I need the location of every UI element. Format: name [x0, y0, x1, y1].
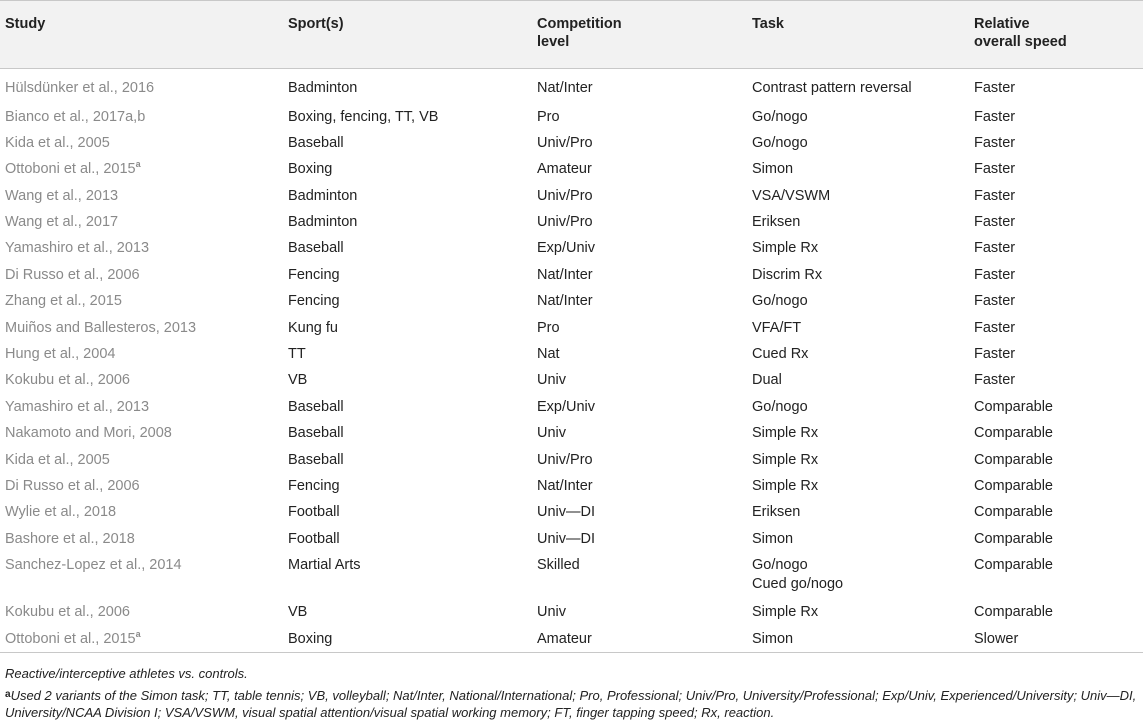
- study-cell: [0, 103, 283, 129]
- speed-cell: [969, 103, 1143, 129]
- table-row: [0, 625, 1143, 653]
- table-row: [0, 598, 1143, 624]
- sport-cell-text: Boxing: [288, 161, 333, 178]
- speed-cell-text: Faster: [974, 346, 1016, 363]
- level-cell: [532, 155, 747, 181]
- study-cell-text: Yamashiro et al., 2013: [5, 398, 150, 415]
- header-level-line2: level: [537, 34, 570, 50]
- task-cell-text: Simple Rx: [752, 451, 819, 468]
- level-cell: [532, 261, 747, 287]
- sport-cell-text: Fencing: [288, 477, 340, 494]
- task-cell: [747, 366, 969, 392]
- task-cell-text: Eriksen: [752, 214, 801, 231]
- task-cell-text: Simon: [752, 161, 794, 178]
- sport-cell-text: Baseball: [288, 240, 344, 257]
- task-cell: [747, 525, 969, 551]
- task-cell: [747, 129, 969, 155]
- table-row: [0, 472, 1143, 498]
- speed-cell-text: Faster: [974, 80, 1016, 96]
- study-cell-text: Kokubu et al., 2006: [5, 604, 130, 621]
- sport-cell: [283, 625, 532, 653]
- speed-cell-text: Comparable: [974, 451, 1053, 468]
- level-cell-text: Nat/Inter: [537, 293, 593, 310]
- sport-cell-text: Badminton: [288, 80, 358, 96]
- study-cell-text: Zhang et al., 2015: [5, 293, 122, 310]
- sport-cell-text: Kung fu: [288, 319, 338, 336]
- table-row: [0, 446, 1143, 472]
- sport-cell: [283, 103, 532, 129]
- task-cell: [747, 314, 969, 340]
- sport-cell-text: Baseball: [288, 398, 344, 415]
- level-cell: [532, 393, 747, 419]
- level-cell-text: Univ/Pro: [537, 214, 593, 231]
- speed-cell-text: Comparable: [974, 504, 1053, 521]
- table-row: [0, 129, 1143, 155]
- speed-cell: [969, 261, 1143, 287]
- task-cell-text: Cued Rx: [752, 346, 809, 363]
- task-cell: [747, 69, 969, 103]
- sport-cell: [283, 498, 532, 524]
- speed-cell-text: Faster: [974, 293, 1016, 310]
- level-cell: [532, 498, 747, 524]
- sport-cell: [283, 340, 532, 366]
- table-row: [0, 208, 1143, 234]
- level-cell: [532, 446, 747, 472]
- sport-cell: [283, 366, 532, 392]
- level-cell-text: Pro: [537, 319, 560, 336]
- sport-cell-text: Martial Arts: [288, 557, 361, 574]
- sport-cell: [283, 393, 532, 419]
- task-cell: [747, 234, 969, 260]
- level-cell-text: Univ/Pro: [537, 187, 593, 204]
- study-cell-text: Di Russo et al., 2006: [5, 266, 140, 283]
- study-cell: [0, 598, 283, 624]
- sport-cell-text: Football: [288, 504, 340, 521]
- task-cell-text: Dual: [752, 372, 782, 389]
- header-relative-speed: [969, 1, 1143, 69]
- study-cell-text: Kokubu et al., 2006: [5, 372, 130, 389]
- speed-cell: [969, 340, 1143, 366]
- speed-cell-text: Faster: [974, 108, 1016, 125]
- header-row: [0, 1, 1143, 69]
- sport-cell-text: VB: [288, 604, 308, 621]
- study-cell-text: Ottoboni et al., 2015: [5, 630, 136, 647]
- task-cell: [747, 598, 969, 624]
- speed-cell: [969, 69, 1143, 103]
- task-cell: [747, 103, 969, 129]
- study-cell: [0, 340, 283, 366]
- task-cell: [747, 446, 969, 472]
- header-speed-line1: Relative: [974, 16, 1030, 32]
- level-cell-text: Skilled: [537, 557, 580, 574]
- speed-cell: [969, 208, 1143, 234]
- level-cell: [532, 525, 747, 551]
- sport-cell-text: Football: [288, 530, 340, 547]
- study-cell-text: Di Russo et al., 2006: [5, 477, 140, 494]
- speed-cell-text: Faster: [974, 214, 1016, 231]
- table-row: [0, 498, 1143, 524]
- study-cell: [0, 234, 283, 260]
- sport-cell: [283, 551, 532, 598]
- speed-cell-text: Faster: [974, 187, 1016, 204]
- sport-cell-text: Baseball: [288, 134, 344, 151]
- sport-cell-text: Baseball: [288, 425, 344, 442]
- study-cell: [0, 155, 283, 181]
- table-row: [0, 340, 1143, 366]
- sport-cell: [283, 287, 532, 313]
- task-cell: [747, 261, 969, 287]
- footnote-superscript: a: [135, 628, 141, 639]
- level-cell-text: Exp/Univ: [537, 398, 596, 415]
- level-cell-text: Univ: [537, 604, 567, 621]
- task-cell: [747, 340, 969, 366]
- table-row: [0, 287, 1143, 313]
- task-cell-text: Simon: [752, 530, 794, 547]
- task-cell-text: VFA/FT: [752, 319, 802, 336]
- header-sport: [283, 1, 532, 69]
- sport-cell-text: Fencing: [288, 293, 340, 310]
- task-cell: [747, 287, 969, 313]
- task-cell-text: Discrim Rx: [752, 266, 823, 283]
- sport-cell-text: Boxing: [288, 630, 333, 647]
- sport-cell-text: Baseball: [288, 451, 344, 468]
- speed-cell-text: Slower: [974, 630, 1019, 647]
- abbreviation-text: Used 2 variants of the Simon task; TT, table tennis; VB, volleyball; Nat/Inter, National/International; Pro, Professional; Univ/Pro, University/Professional; Exp/Univ, Experienced/University; Univ—DI, University/NCAA Division I; VSA/VSWM, visual spatial attention/visual spatial working memory; FT, finger tapping speed; Rx, reaction.: [5, 688, 1137, 720]
- task-cell: [747, 419, 969, 445]
- level-cell: [532, 366, 747, 392]
- level-cell: [532, 340, 747, 366]
- sport-cell: [283, 182, 532, 208]
- level-cell-text: Univ—DI: [537, 530, 596, 547]
- level-cell: [532, 598, 747, 624]
- sport-cell: [283, 598, 532, 624]
- sport-cell-text: TT: [288, 346, 306, 363]
- level-cell: [532, 472, 747, 498]
- speed-cell-text: Comparable: [974, 425, 1053, 442]
- level-cell-text: Exp/Univ: [537, 240, 596, 257]
- speed-cell: [969, 155, 1143, 181]
- study-cell-text: Bashore et al., 2018: [5, 530, 135, 547]
- level-cell-text: Nat/Inter: [537, 266, 593, 283]
- study-cell: [0, 129, 283, 155]
- task-cell-text: Simple Rx: [752, 240, 819, 257]
- speed-cell-text: Faster: [974, 266, 1016, 283]
- header-study: [0, 1, 283, 69]
- table-row: [0, 182, 1143, 208]
- sport-cell: [283, 234, 532, 260]
- task-cell: [747, 182, 969, 208]
- task-cell-text: Go/nogo: [752, 108, 808, 125]
- table-row: [0, 366, 1143, 392]
- sport-cell: [283, 129, 532, 155]
- speed-cell-text: Comparable: [974, 604, 1053, 621]
- sport-cell-text: Boxing, fencing, TT, VB: [288, 108, 439, 125]
- speed-cell: [969, 287, 1143, 313]
- table-row: [0, 314, 1143, 340]
- task-cell-text: VSA/VSWM: [752, 187, 831, 204]
- sport-cell-text: Fencing: [288, 266, 340, 283]
- sport-cell: [283, 155, 532, 181]
- table-row: [0, 261, 1143, 287]
- sport-cell: [283, 419, 532, 445]
- study-cell-text: Nakamoto and Mori, 2008: [5, 425, 172, 442]
- task-cell-text: Contrast pattern reversal: [752, 80, 912, 96]
- header-speed-line2: overall speed: [974, 34, 1067, 50]
- header-task-label: Task: [752, 16, 784, 32]
- study-cell: [0, 208, 283, 234]
- sport-cell: [283, 69, 532, 103]
- level-cell: [532, 551, 747, 598]
- speed-cell: [969, 625, 1143, 653]
- task-cell-text: Go/nogo: [752, 293, 808, 310]
- level-cell-text: Univ: [537, 425, 567, 442]
- speed-cell-text: Comparable: [974, 530, 1053, 547]
- speed-cell: [969, 182, 1143, 208]
- speed-cell: [969, 366, 1143, 392]
- level-cell-text: Univ/Pro: [537, 134, 593, 151]
- speed-cell-text: Faster: [974, 134, 1016, 151]
- study-cell: [0, 182, 283, 208]
- header-sport-label: Sport(s): [288, 16, 344, 32]
- table-row: [0, 525, 1143, 551]
- table-row: [0, 103, 1143, 129]
- table-row: [0, 551, 1143, 598]
- level-cell: [532, 69, 747, 103]
- header-study-label: Study: [5, 16, 46, 32]
- header-level-line1: Competition: [537, 16, 622, 32]
- header-task: [747, 1, 969, 69]
- speed-cell: [969, 419, 1143, 445]
- level-cell-text: Nat/Inter: [537, 80, 593, 96]
- study-cell-text: Kida et al., 2005: [5, 451, 110, 468]
- sport-cell-text: Badminton: [288, 187, 358, 204]
- task-cell-text: Simon: [752, 630, 794, 647]
- level-cell: [532, 182, 747, 208]
- level-cell-text: Univ/Pro: [537, 451, 593, 468]
- study-cell-text: Hülsdünker et al., 2016: [5, 80, 155, 96]
- speed-cell: [969, 472, 1143, 498]
- table-header: [0, 1, 1143, 69]
- level-cell: [532, 129, 747, 155]
- level-cell-text: Univ: [537, 372, 567, 389]
- level-cell: [532, 419, 747, 445]
- table-row: [0, 69, 1143, 103]
- study-cell: [0, 419, 283, 445]
- table-body: [0, 69, 1143, 653]
- footnote-mark: a: [5, 689, 11, 700]
- task-cell-text: Simple Rx: [752, 604, 819, 621]
- table-caption: Reactive/interceptive athletes vs. controls.: [5, 666, 248, 681]
- study-cell: [0, 625, 283, 653]
- study-cell-text: Wang et al., 2017: [5, 214, 119, 231]
- speed-cell-text: Comparable: [974, 557, 1053, 574]
- study-cell-text: Muiños and Ballesteros, 2013: [5, 319, 197, 336]
- speed-cell: [969, 393, 1143, 419]
- study-cell: [0, 551, 283, 598]
- speed-cell: [969, 446, 1143, 472]
- speed-cell: [969, 314, 1143, 340]
- level-cell-text: Amateur: [537, 630, 592, 647]
- table-row: [0, 234, 1143, 260]
- level-cell: [532, 208, 747, 234]
- task-cell-text: Go/nogo: [752, 557, 808, 574]
- task-cell: [747, 208, 969, 234]
- table-footnotes: [5, 665, 1141, 725]
- speed-cell: [969, 525, 1143, 551]
- speed-cell-text: Comparable: [974, 477, 1053, 494]
- study-cell: [0, 525, 283, 551]
- sport-cell: [283, 446, 532, 472]
- sport-cell-text: Badminton: [288, 214, 358, 231]
- level-cell: [532, 314, 747, 340]
- study-cell: [0, 498, 283, 524]
- task-cell-text: Simple Rx: [752, 477, 819, 494]
- table-row: [0, 393, 1143, 419]
- level-cell-text: Nat/Inter: [537, 477, 593, 494]
- level-cell-text: Amateur: [537, 161, 592, 178]
- speed-cell: [969, 551, 1143, 598]
- abbreviation-footnote: [5, 686, 1141, 721]
- speed-cell: [969, 598, 1143, 624]
- study-cell: [0, 446, 283, 472]
- task-cell: [747, 498, 969, 524]
- study-cell-text: Kida et al., 2005: [5, 134, 110, 151]
- speed-cell-text: Comparable: [974, 398, 1053, 415]
- task-cell: [747, 625, 969, 653]
- header-competition-level: [532, 1, 747, 69]
- study-cell: [0, 314, 283, 340]
- level-cell-text: Nat: [537, 346, 560, 363]
- footnote-superscript: a: [135, 159, 141, 170]
- study-cell: [0, 393, 283, 419]
- task-cell: [747, 472, 969, 498]
- level-cell-text: Univ—DI: [537, 504, 596, 521]
- study-cell: [0, 261, 283, 287]
- speed-cell-text: Faster: [974, 240, 1016, 257]
- speed-cell: [969, 498, 1143, 524]
- study-cell: [0, 472, 283, 498]
- study-cell: [0, 366, 283, 392]
- task-cell-text-secondary: Cued go/nogo: [752, 576, 844, 593]
- table-row: [0, 419, 1143, 445]
- task-cell: [747, 155, 969, 181]
- level-cell-text: Pro: [537, 108, 560, 125]
- sport-cell: [283, 314, 532, 340]
- speed-cell: [969, 129, 1143, 155]
- study-cell-text: Wang et al., 2013: [5, 187, 119, 204]
- level-cell: [532, 234, 747, 260]
- task-cell-text: Simple Rx: [752, 425, 819, 442]
- speed-cell: [969, 234, 1143, 260]
- study-cell-text: Wylie et al., 2018: [5, 504, 117, 521]
- study-cell-text: Yamashiro et al., 2013: [5, 240, 150, 257]
- speed-cell-text: Faster: [974, 319, 1016, 336]
- level-cell: [532, 103, 747, 129]
- level-cell: [532, 625, 747, 653]
- study-cell: [0, 69, 283, 103]
- sport-cell: [283, 261, 532, 287]
- table-row: [0, 155, 1143, 181]
- level-cell: [532, 287, 747, 313]
- study-cell-text: Sanchez-Lopez et al., 2014: [5, 557, 182, 574]
- task-cell: [747, 551, 969, 598]
- study-cell: [0, 287, 283, 313]
- sport-cell: [283, 208, 532, 234]
- task-cell-text: Go/nogo: [752, 398, 808, 415]
- sport-cell: [283, 472, 532, 498]
- task-cell: [747, 393, 969, 419]
- speed-cell-text: Faster: [974, 372, 1016, 389]
- task-cell-text: Eriksen: [752, 504, 801, 521]
- study-cell-text: Ottoboni et al., 2015: [5, 161, 136, 178]
- study-cell-text: Hung et al., 2004: [5, 346, 116, 363]
- sport-cell: [283, 525, 532, 551]
- task-cell-text: Go/nogo: [752, 134, 808, 151]
- study-cell-text: Bianco et al., 2017a,b: [5, 108, 146, 125]
- sport-cell-text: VB: [288, 372, 308, 389]
- speed-cell-text: Faster: [974, 161, 1016, 178]
